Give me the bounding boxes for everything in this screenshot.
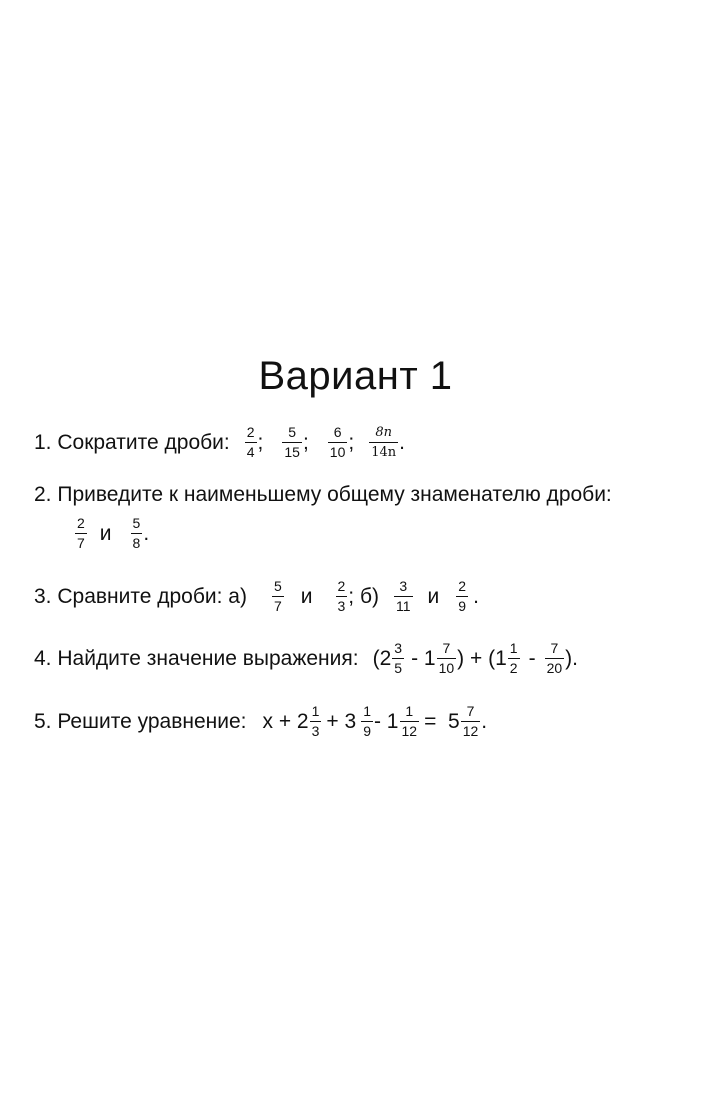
task-2-label: 2. Приведите к наименьшему общему знаменателю дроби: (34, 483, 612, 506)
fraction: $\frac{2}{7}$ (77, 515, 85, 551)
task-2 (34, 481, 612, 509)
page-title: Вариант 1 (258, 354, 453, 398)
fraction: $\frac{1}{12}$ (401, 703, 418, 739)
fraction: $\frac{1}{2}$ (509, 640, 518, 676)
fraction: $\frac{2}{3}$ (337, 578, 346, 614)
fraction: $\frac{5}{15}$ (284, 424, 300, 460)
fraction: $\frac{1}{3}$ (311, 703, 320, 739)
fraction: $\frac{8n}{14n}$ (371, 425, 397, 460)
task-1-label: 1. Сократите дроби: (34, 430, 230, 454)
task-4-label: 4. Найдите значение выражения: (34, 646, 359, 670)
fraction: $\frac{2}{9}$ (458, 578, 467, 614)
fraction: $\frac{3}{5}$ (394, 640, 403, 676)
fraction: $\frac{6}{10}$ (329, 424, 346, 460)
fraction: $\frac{5}{7}$ (273, 578, 282, 614)
task-5-label: 5. Решите уравнение: (34, 709, 247, 733)
fraction: $\frac{7}{10}$ (438, 640, 455, 676)
task-4: 4. Найдите значение выражения: (2 $\frac{3}{5}$ - 1 $\frac{7}{10}$ ) + (1 $\frac{1}{2}$ - $\frac{7}{20}$ ). (34, 640, 578, 676)
fraction: $\frac{1}{9}$ (363, 703, 371, 739)
fraction: $\frac{2}{4}$ (246, 424, 255, 460)
fraction: $\frac{3}{11}$ (396, 578, 411, 614)
task-1: 1. Сократите дроби: $\frac{2}{4}$ ; $\frac{5}{15}$ ; $\frac{6}{10}$ ; $\frac{8n}{14n}$ . (34, 424, 405, 460)
task-5: 5. Решите уравнение: x + 2 $\frac{1}{3}$ + 3 $\frac{1}{9}$ - 1 $\frac{1}{12}$ = 5 $\frac{7}{12}$ . (34, 703, 488, 739)
fraction: $\frac{5}{8}$ (132, 515, 141, 551)
task-3: 3. Сравните дроби: а) $\frac{5}{7}$ и $\frac{2}{3}$ ; б) $\frac{3}{11}$ и $\frac{2}{9}$ . (34, 578, 479, 614)
task-2-fractions: $\frac{2}{7}$ и $\frac{5}{8}$ . (77, 515, 150, 551)
fraction: $\frac{7}{12}$ (462, 703, 479, 739)
task-3-label: 3. Сравните дроби: а) (34, 584, 247, 608)
fraction: $\frac{7}{20}$ (546, 640, 563, 676)
